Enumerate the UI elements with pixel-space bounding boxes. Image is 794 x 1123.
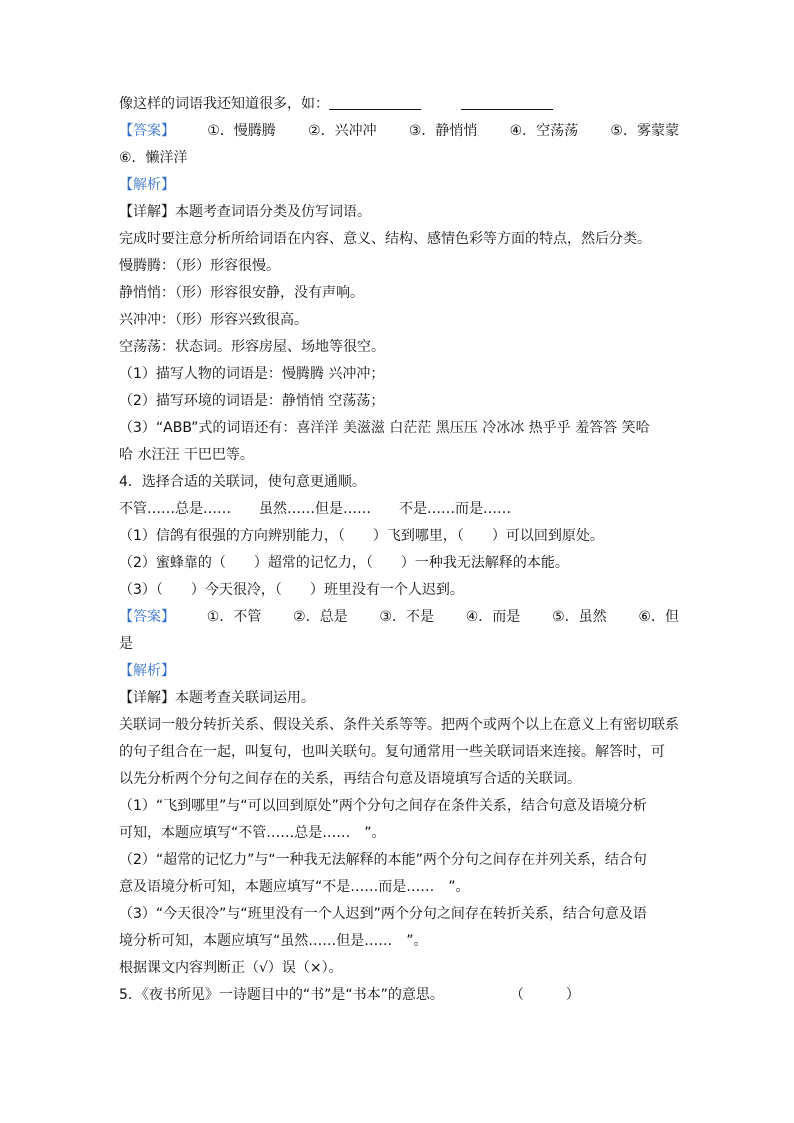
q4-options (119, 496, 679, 523)
answer-item: ④．而是 (465, 609, 521, 625)
answer-item: ⑤．雾蒙蒙 (610, 123, 679, 139)
answer-blank-2[interactable] (461, 95, 553, 110)
text-line: 兴冲冲：（形）形容兴致很高。 (119, 312, 308, 328)
answer-item: ⑤．虽然 (552, 609, 607, 625)
q4-item: （1）信鸽有很强的方向辨别能力，（ ）飞到哪里，（ ）可以回到原处。 (119, 528, 604, 544)
q3-prompt: 像这样的词语我还知道很多，如： (119, 96, 329, 112)
text-line: （2）描写环境的词语是：静悄悄 空荡荡； (119, 393, 385, 409)
text-line: 的句子组合在一起，叫复句，也叫关联句。复句通常用一些关联词语来连接。解答时，可 (119, 744, 665, 760)
text-line: 哈 水汪汪 干巴巴等。 (119, 447, 254, 463)
answer-item: ①．慢腾腾 (207, 123, 276, 139)
text-line: 境分析可知，本题应填写“虽然……但是…… ”。 (119, 933, 428, 949)
text-line: （1）“飞到哪里”与“可以回到原处”两个分句之间存在条件关系，结合句意及语境分析 (119, 798, 647, 814)
text-line: 可知，本题应填写“不管……总是…… ”。 (119, 825, 386, 841)
document-page (119, 91, 679, 1009)
option-item: 不管……总是…… (119, 501, 231, 517)
answer-item: ③．静悄悄 (408, 123, 478, 139)
q5-text: 5．《夜书所见》一诗题目中的“书”是“书本”的意思。 (119, 987, 444, 1003)
answer-wrap: 是 (119, 636, 133, 652)
answer-item: ④．空荡荡 (509, 123, 579, 139)
analysis-tag: 【解析】 (119, 177, 175, 193)
section-heading: 根据课文内容判断正（√）误（×）。 (119, 960, 343, 976)
answer-item: ②．兴冲冲 (308, 123, 377, 139)
text-line: 意及语境分析可知，本题应填写“不是……而是…… ”。 (119, 879, 470, 895)
text-line: 以先分析两个分句之间存在的关系，再结合句意及语境填写合适的关联词。 (119, 771, 581, 787)
answer-tag: 【答案】 (119, 609, 175, 625)
answer-tag: 【答案】 (119, 123, 175, 139)
q5-line (119, 982, 679, 1009)
answer-item: ②．总是 (293, 609, 348, 625)
q4-title: 4．选择合适的关联词，使句意更通顺。 (119, 474, 366, 490)
text-line: 完成时要注意分析所给词语在内容、意义、结构、感情色彩等方面的特点，然后分类。 (119, 231, 651, 247)
answer-item: ③．不是 (379, 609, 434, 625)
option-item: 虽然……但是…… (259, 501, 371, 517)
analysis-tag: 【解析】 (119, 663, 175, 679)
text-line: 静悄悄：（形）形容很安静，没有声响。 (119, 285, 364, 301)
text-line: 关联词一般分转折关系、假设关系、条件关系等等。把两个或两个以上在意义上有密切联系 (119, 717, 679, 733)
q3-prompt-line (119, 91, 679, 118)
answer-item: ①．不管 (206, 609, 262, 625)
text-line: （3）“ABB”式的词语还有：喜洋洋 美滋滋 白茫茫 黑压压 冷冰冰 热乎乎 羞答答 笑哈 (119, 420, 650, 436)
text-line: （3）“今天很冷”与“班里没有一个人迟到”两个分句之间存在转折关系，结合句意及语 (119, 906, 647, 922)
q4-answer-row (119, 604, 679, 631)
q3-answer-row (119, 118, 679, 145)
answer-item: ⑥．但 (638, 609, 679, 625)
q5-answer-paren[interactable]: （ ） (509, 987, 580, 1003)
detail-line: 【详解】本题考查关联词运用。 (119, 690, 315, 706)
text-line: 慢腾腾：（形）形容很慢。 (119, 258, 280, 274)
text-line: 空荡荡：状态词。形容房屋、场地等很空。 (119, 339, 385, 355)
text-line: （2）“超常的记忆力”与“一种我无法解释的本能”两个分句之间存在并列关系，结合句 (119, 852, 647, 868)
detail-line: 【详解】本题考查词语分类及仿写词语。 (119, 204, 371, 220)
answer-blank-1[interactable] (329, 95, 421, 110)
option-item: 不是……而是…… (399, 501, 511, 517)
q4-item: （3）（ ）今天很冷，（ ）班里没有一个人迟到。 (119, 582, 464, 598)
text-line: （1）描写人物的词语是：慢腾腾 兴冲冲； (119, 366, 385, 382)
q4-item: （2）蜜蜂靠的（ ）超常的记忆力，（ ）一种我无法解释的本能。 (119, 555, 569, 571)
answer-wrap: ⑥．懒洋洋 (119, 150, 188, 166)
